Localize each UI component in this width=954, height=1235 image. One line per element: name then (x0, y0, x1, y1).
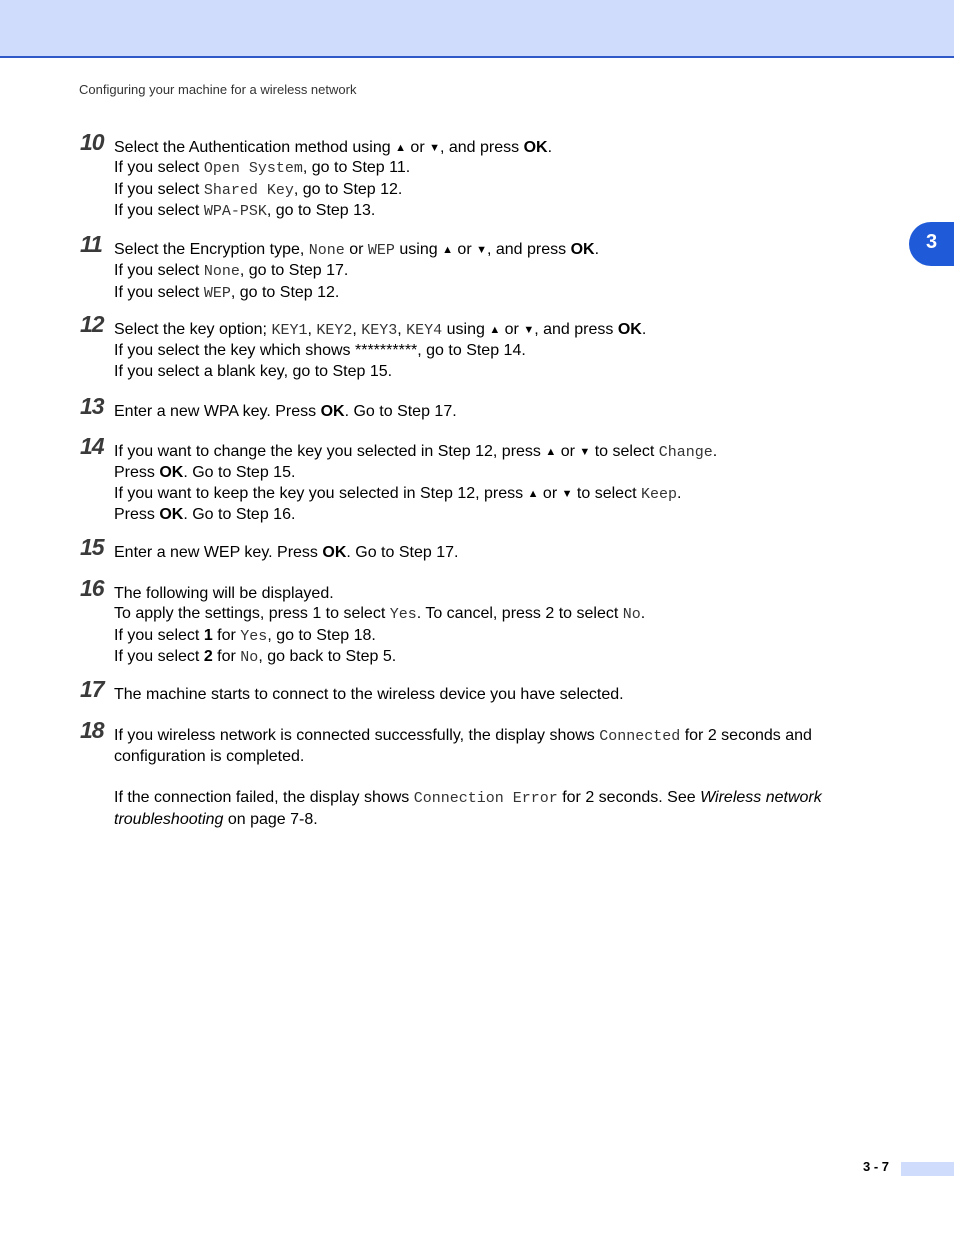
down-arrow-icon: ▼ (429, 142, 440, 154)
step-14 (80, 433, 914, 526)
top-header-band (0, 0, 954, 58)
step-line: If you select Open System, go to Step 11. (114, 159, 411, 178)
step-line: Press OK. Go to Step 15. (114, 464, 296, 482)
ok-key: OK (322, 544, 347, 561)
footer-band (901, 1162, 954, 1176)
step-13 (80, 393, 914, 422)
lcd-text: No (240, 649, 259, 667)
chapter-number: 3 (925, 231, 938, 253)
lcd-text: WEP (367, 242, 395, 259)
lcd-text: Yes (240, 627, 268, 645)
lcd-text: Change (658, 444, 713, 461)
up-arrow-icon: ▲ (442, 244, 453, 256)
ok-key: OK (617, 321, 642, 338)
lcd-text: KEY3 (361, 322, 398, 339)
step-line: If you select None, go to Step 17. (114, 262, 349, 281)
lcd-text: Yes (389, 606, 417, 624)
up-arrow-icon: ▲ (527, 487, 539, 500)
step-number: 18 (80, 717, 104, 743)
step-line: If you select Shared Key, go to Step 12. (114, 180, 403, 199)
lcd-text: None (308, 242, 345, 259)
ok-key: OK (523, 139, 548, 156)
step-line: The following will be displayed. (114, 585, 334, 602)
lcd-text: Open System (203, 160, 303, 178)
step-paragraph: If the connection failed, the display shows Connection Error for 2 seconds. See Wireless network troubleshooting on page 7-8. (114, 789, 822, 828)
lcd-text: Keep (640, 485, 677, 503)
up-arrow-icon: ▲ (395, 142, 406, 154)
running-header: Configuring your machine for a wireless network (79, 82, 357, 97)
step-paragraph: If you wireless network is connected successfully, the display shows Connected for 2 seconds and configuration is completed. (114, 727, 812, 766)
step-15 (80, 534, 914, 563)
ok-key: OK (159, 464, 184, 482)
step-line: If you select WPA-PSK, go to Step 13. (114, 202, 376, 221)
down-arrow-icon: ▼ (561, 487, 573, 500)
step-number: 11 (80, 231, 102, 257)
down-arrow-icon: ▼ (476, 244, 487, 256)
step-number: 10 (80, 129, 104, 155)
step-number: 15 (80, 534, 104, 560)
step-number: 17 (80, 676, 104, 702)
step-number: 14 (80, 433, 104, 459)
step-line: If you want to keep the key you selected in Step 12, press ▲ or ▼ to select Keep. (114, 484, 682, 503)
step-line: Select the Authentication method using ▲ or ▼, and press OK. (114, 139, 553, 156)
step-10 (80, 129, 914, 223)
step-line: If you select 2 for No, go back to Step 5. (114, 648, 397, 667)
step-12 (80, 311, 914, 382)
lcd-text: Shared Key (203, 181, 294, 199)
step-line: If you select a blank key, go to Step 15. (114, 362, 393, 380)
ok-key: OK (159, 506, 184, 524)
step-number: 16 (80, 575, 104, 601)
lcd-text: None (203, 263, 240, 281)
step-line: If you select WEP, go to Step 12. (114, 283, 340, 302)
up-arrow-icon: ▲ (545, 446, 557, 458)
step-17 (80, 676, 914, 705)
lcd-text: No (622, 606, 641, 624)
step-number: 12 (80, 311, 104, 337)
ok-key: OK (320, 403, 345, 420)
lcd-text: WEP (203, 284, 231, 302)
step-line: Select the Encryption type, None or WEP using ▲ or ▼, and press OK. (114, 241, 600, 259)
step-line: If you select 1 for Yes, go to Step 18. (114, 626, 376, 645)
step-11 (80, 231, 914, 304)
cross-reference: Wireless network troubleshooting (114, 789, 822, 828)
step-line: Press OK. Go to Step 16. (114, 506, 296, 524)
step-line: The machine starts to connect to the wireless device you have selected. (114, 686, 624, 703)
lcd-text: KEY2 (316, 322, 353, 339)
step-16 (80, 575, 914, 669)
step-line: Enter a new WPA key. Press OK. Go to Step 17. (114, 403, 457, 420)
ok-key: OK (570, 241, 595, 258)
lcd-text: WPA-PSK (203, 203, 267, 221)
step-number: 13 (80, 393, 104, 419)
lcd-text: Connected (599, 728, 681, 745)
down-arrow-icon: ▼ (523, 324, 535, 336)
down-arrow-icon: ▼ (579, 446, 591, 458)
lcd-text: Connection Error (413, 790, 558, 808)
step-line: To apply the settings, press 1 to select Yes. To cancel, press 2 to select No. (114, 605, 646, 624)
chapter-tab (909, 222, 954, 266)
step-line: Enter a new WEP key. Press OK. Go to Step 17. (114, 544, 459, 561)
step-18 (80, 717, 889, 830)
step-line: If you want to change the key you selected in Step 12, press ▲ or ▼ to select Change. (114, 443, 718, 461)
page-number: 3 - 7 (863, 1159, 890, 1174)
step-line: Select the key option; KEY1, KEY2, KEY3, KEY4 using ▲ or ▼, and press OK. (114, 321, 647, 339)
lcd-text: KEY1 (271, 322, 308, 339)
lcd-text: KEY4 (406, 322, 443, 339)
up-arrow-icon: ▲ (489, 324, 501, 336)
step-line: If you select the key which shows **********, go to Step 14. (114, 342, 526, 360)
